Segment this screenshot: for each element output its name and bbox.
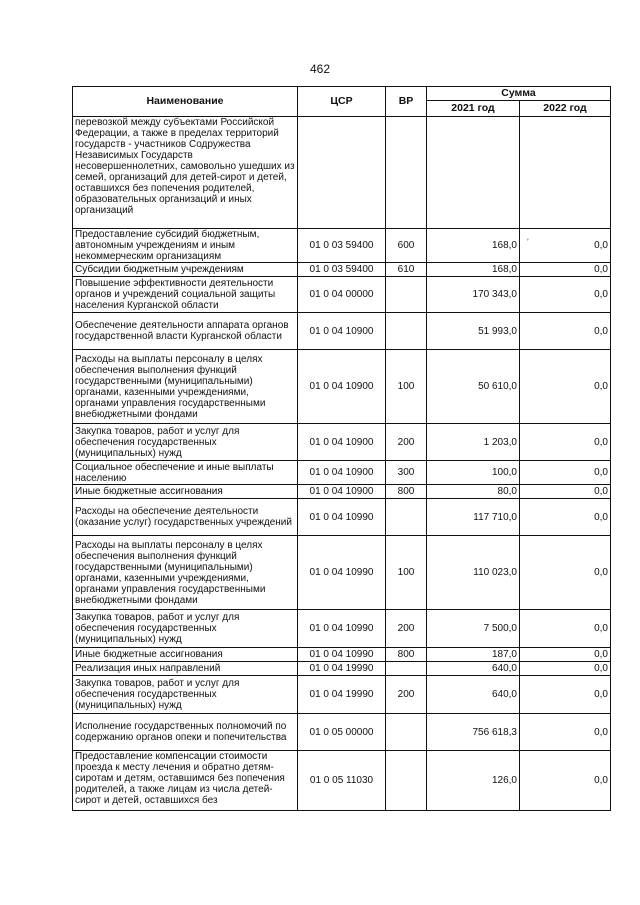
row-2022-amount-cell: 0,0 [520, 424, 611, 461]
row-csr-cell: 01 0 03 59400 [298, 263, 386, 277]
row-csr-cell: 01 0 04 10990 [298, 648, 386, 662]
row-2022-amount-cell: 0,0 [520, 350, 611, 424]
row-csr-cell: 01 0 04 10900 [298, 424, 386, 461]
row-csr-cell: 01 0 05 00000 [298, 714, 386, 751]
row-vr-cell [386, 714, 427, 751]
row-vr-cell [386, 313, 427, 350]
row-2021-amount-cell: 1 203,0 [427, 424, 520, 461]
row-2021-amount-cell: 51 993,0 [427, 313, 520, 350]
row-vr-cell: 600 [386, 229, 427, 263]
row-2022-amount-cell: 0,0 [520, 648, 611, 662]
row-2021-amount-cell: 80,0 [427, 485, 520, 499]
row-csr-cell: 01 0 04 19990 [298, 676, 386, 714]
row-name-cell: Иные бюджетные ассигнования [73, 485, 298, 499]
row-2022-amount-cell: 0,0 [520, 662, 611, 676]
row-vr-cell [386, 277, 427, 313]
table-row [73, 461, 611, 485]
row-2022-amount-cell [520, 117, 611, 229]
header-year-2022: 2022 год [520, 101, 611, 117]
row-name-cell: Социальное обеспечение и иные выплаты населению [73, 461, 298, 485]
row-name-cell: Закупка товаров, работ и услуг для обеспечения государственных (муниципальных) нужд [73, 610, 298, 648]
row-2021-amount-cell: 640,0 [427, 676, 520, 714]
row-2021-amount-cell: 100,0 [427, 461, 520, 485]
row-2021-amount-cell: 640,0 [427, 662, 520, 676]
row-2021-amount-cell: 187,0 [427, 648, 520, 662]
budget-table [72, 86, 611, 811]
row-name-cell: Закупка товаров, работ и услуг для обеспечения государственных (муниципальных) нужд [73, 424, 298, 461]
row-name-cell: Обеспечение деятельности аппарата органов государственной власти Курганской области [73, 313, 298, 350]
row-csr-cell: 01 0 04 10990 [298, 536, 386, 610]
row-csr-cell: 01 0 04 10900 [298, 461, 386, 485]
table-row [73, 499, 611, 536]
row-name-cell: Расходы на выплаты персоналу в целях обеспечения выполнения функций государственными (муниципальными) органами, казенными учреждениями, органами управления государственными внебюджетными фондами [73, 536, 298, 610]
row-2022-amount-cell: 0,0 [520, 499, 611, 536]
row-2022-amount-cell: 0,0 [520, 263, 611, 277]
row-csr-cell: 01 0 03 59400 [298, 229, 386, 263]
header-year-2021: 2021 год [427, 101, 520, 117]
row-csr-cell: 01 0 04 10900 [298, 350, 386, 424]
table-row [73, 263, 611, 277]
row-2022-amount-cell: 0,0 [520, 229, 611, 263]
row-csr-cell: 01 0 04 10900 [298, 485, 386, 499]
table-row [73, 277, 611, 313]
row-2021-amount-cell: 50 610,0 [427, 350, 520, 424]
row-csr-cell: 01 0 05 11030 [298, 751, 386, 811]
table-row [73, 117, 611, 229]
row-name-cell: Реализация иных направлений [73, 662, 298, 676]
row-2021-amount-cell: 168,0 [427, 263, 520, 277]
header-sum: Сумма [427, 87, 611, 101]
row-2022-amount-cell: 0,0 [520, 751, 611, 811]
row-csr-cell [298, 117, 386, 229]
row-vr-cell [386, 117, 427, 229]
row-2022-amount-cell: 0,0 [520, 536, 611, 610]
row-name-cell: Расходы на обеспечение деятельности (оказание услуг) государственных учреждений [73, 499, 298, 536]
row-vr-cell: 610 [386, 263, 427, 277]
row-name-cell: перевозкой между субъектами Российской Федерации, а также в пределах территорий государств - участников Содружества Независимых Государств несовершеннолетних, самовольно ушедших из семей, организаций для детей-сирот и детей, оставшихся без попечения родителей, образовательных организаций и иных организаций [73, 117, 298, 229]
row-vr-cell: 200 [386, 610, 427, 648]
table-row [73, 676, 611, 714]
stray-mark: ʼ [527, 238, 529, 247]
table-row [73, 610, 611, 648]
row-name-cell: Иные бюджетные ассигнования [73, 648, 298, 662]
row-vr-cell [386, 499, 427, 536]
row-2022-amount-cell: 0,0 [520, 461, 611, 485]
row-2022-amount-cell: 0,0 [520, 610, 611, 648]
table-row [73, 662, 611, 676]
row-2022-amount-cell: 0,0 [520, 313, 611, 350]
row-2022-amount-cell: 0,0 [520, 485, 611, 499]
row-2021-amount-cell: 756 618,3 [427, 714, 520, 751]
row-vr-cell [386, 662, 427, 676]
row-2022-amount-cell: 0,0 [520, 277, 611, 313]
row-vr-cell: 100 [386, 350, 427, 424]
row-2021-amount-cell: 7 500,0 [427, 610, 520, 648]
row-vr-cell: 800 [386, 648, 427, 662]
row-2021-amount-cell [427, 117, 520, 229]
row-2021-amount-cell: 168,0 [427, 229, 520, 263]
table-row [73, 485, 611, 499]
table-row [73, 648, 611, 662]
row-csr-cell: 01 0 04 19990 [298, 662, 386, 676]
table-row [73, 424, 611, 461]
row-name-cell: Исполнение государственных полномочий по содержанию органов опеки и попечительства [73, 714, 298, 751]
row-name-cell: Расходы на выплаты персоналу в целях обеспечения выполнения функций государственными (муниципальными) органами, казенными учреждениями, органами управления государственными внебюджетными фондами [73, 350, 298, 424]
table-row [73, 751, 611, 811]
row-2021-amount-cell: 110 023,0 [427, 536, 520, 610]
table-row [73, 313, 611, 350]
row-name-cell: Повышение эффективности деятельности органов и учреждений социальной защиты населения Курганской области [73, 277, 298, 313]
row-vr-cell: 300 [386, 461, 427, 485]
row-2021-amount-cell: 117 710,0 [427, 499, 520, 536]
row-2021-amount-cell: 126,0 [427, 751, 520, 811]
row-csr-cell: 01 0 04 10900 [298, 313, 386, 350]
row-vr-cell: 100 [386, 536, 427, 610]
row-csr-cell: 01 0 04 10990 [298, 499, 386, 536]
row-vr-cell: 200 [386, 676, 427, 714]
row-name-cell: Предоставление компенсации стоимости проезда к месту лечения и обратно детям-сиротам и детям, оставшимся без попечения родителей, а также лицам из числа детей-сирот и детей, оставшихся без [73, 751, 298, 811]
row-name-cell: Субсидии бюджетным учреждениям [73, 263, 298, 277]
row-vr-cell: 800 [386, 485, 427, 499]
row-csr-cell: 01 0 04 10990 [298, 610, 386, 648]
table-row [73, 229, 611, 263]
table-body [73, 117, 611, 811]
row-name-cell: Предоставление субсидий бюджетным, автономным учреждениям и иным некоммерческим организациям [73, 229, 298, 263]
header-vr: ВР [386, 87, 427, 117]
row-vr-cell [386, 751, 427, 811]
row-csr-cell: 01 0 04 00000 [298, 277, 386, 313]
table-row [73, 714, 611, 751]
header-name: Наименование [73, 87, 298, 117]
page-number: 462 [309, 62, 331, 76]
header-csr: ЦСР [298, 87, 386, 117]
row-2021-amount-cell: 170 343,0 [427, 277, 520, 313]
row-name-cell: Закупка товаров, работ и услуг для обеспечения государственных (муниципальных) нужд [73, 676, 298, 714]
table-row [73, 350, 611, 424]
row-2022-amount-cell: 0,0 [520, 676, 611, 714]
table-row [73, 536, 611, 610]
row-2022-amount-cell: 0,0 [520, 714, 611, 751]
row-vr-cell: 200 [386, 424, 427, 461]
